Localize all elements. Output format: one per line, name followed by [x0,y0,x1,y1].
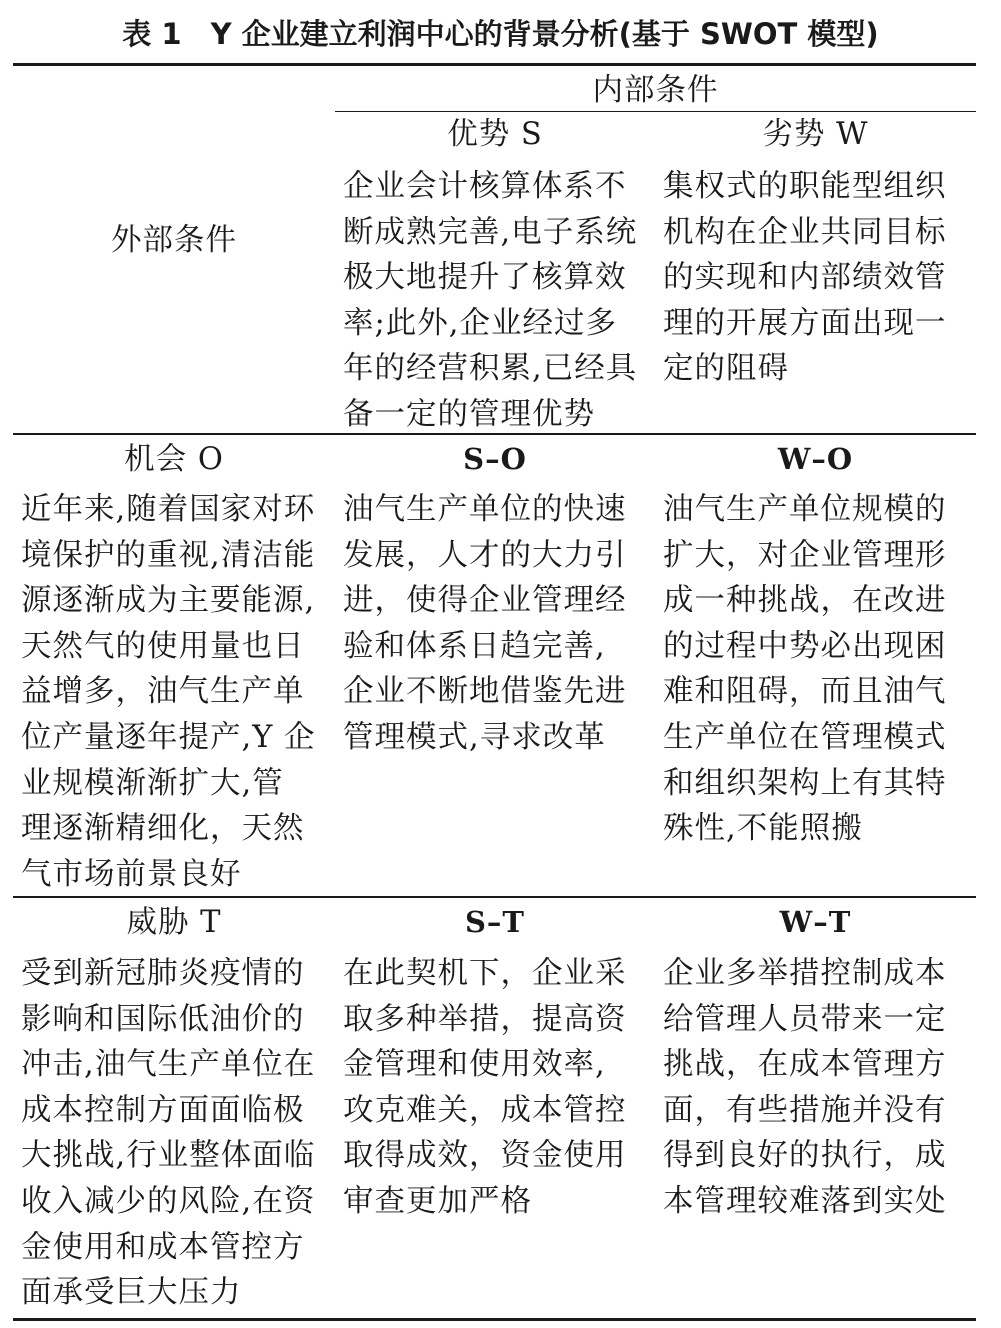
text-line: 位产量逐年提产,Y 企 [21,719,316,755]
text-line: 油气生产单位的快速 [343,492,627,527]
threat-text [21,951,315,1316]
wo-text [663,487,947,852]
strengths-header: 优势 S [447,117,543,152]
text-line: 大挑战,行业整体面临 [21,1138,316,1174]
text-line: 影响和国际低油价的 [21,1001,305,1037]
external-conditions-header: 外部条件 [111,223,237,258]
st-label: S–T [464,905,526,939]
opportunity-label: 机会 O [124,442,224,477]
text-line: 收入减少的风险,在资 [21,1183,316,1219]
wt-text [663,951,947,1225]
text-line: 和组织架构上有其特 [663,765,947,801]
text-line: 面，有些措施并没有 [663,1092,947,1128]
text-line: 天然气的使用量也日 [21,628,305,664]
text-line: 挑战，在成本管理方 [663,1047,947,1083]
top-rule [13,63,976,66]
text-line: 殊性,不能照搬 [663,811,863,847]
text-line: 断成熟完善,电子系统 [343,214,638,250]
text-line: 进，使得企业管理经 [343,583,627,619]
text-line: 扩大，对企业管理形 [663,537,947,573]
text-line: 理逐渐精细化，天然 [21,811,305,847]
text-line: 的过程中势必出现困 [663,628,947,664]
so-text [343,487,627,761]
text-line: 定的阻碍 [663,351,789,387]
text-line: 给管理人员带来一定 [663,1001,947,1037]
strengths-text [343,164,637,438]
text-line: 生产单位在管理模式 [663,719,947,755]
bottom-rule [13,1318,976,1321]
text-line: 企业多举措控制成本 [663,956,947,991]
table-caption: 表 1 Y 企业建立利润中心的背景分析(基于 SWOT 模型) [122,17,879,51]
wt-label: W–T [779,905,852,939]
text-line: 取多种举措，提高资 [343,1001,627,1037]
text-line: 得到良好的执行，成 [663,1138,947,1174]
text-line: 成本控制方面面临极 [21,1092,305,1128]
weaknesses-header: 劣势 W [762,117,869,152]
text-line: 成一种挑战，在改进 [663,583,947,619]
text-line: 本管理较难落到实处 [663,1183,947,1219]
text-line: 源逐渐成为主要能源, [21,583,316,619]
text-line: 业规模渐渐扩大,管 [21,765,284,801]
text-line: 近年来,随着国家对环 [21,492,316,527]
text-line: 管理模式,寻求改革 [343,719,606,755]
text-line: 备一定的管理优势 [343,396,595,432]
text-line: 发展，人才的大力引 [343,537,627,573]
opportunity-text [21,487,316,897]
text-line: 集权式的职能型组织 [663,169,947,204]
text-line: 境保护的重视,清洁能 [21,537,316,573]
text-line: 在此契机下，企业采 [343,956,627,991]
text-line: 受到新冠肺炎疫情的 [21,956,305,991]
text-line: 率;此外,企业经过多 [343,305,617,341]
text-line: 难和阻碍，而且油气 [663,674,947,710]
st-text [343,951,627,1225]
text-line: 验和体系日趋完善, [343,628,606,664]
text-line: 取得成效，资金使用 [343,1138,627,1174]
text-line: 油气生产单位规模的 [663,492,947,527]
weaknesses-text [663,164,947,392]
text-line: 冲击,油气生产单位在 [21,1047,316,1083]
text-line: 益增多，油气生产单 [21,674,305,710]
text-line: 企业不断地借鉴先进 [343,674,627,710]
text-line: 机构在企业共同目标 [663,214,947,250]
text-line: 金管理和使用效率, [343,1047,606,1083]
text-line: 气市场前景良好 [21,856,242,892]
text-line: 攻克难关，成本管控 [343,1092,627,1128]
text-line: 的实现和内部绩效管 [663,260,947,296]
text-line: 审查更加严格 [343,1183,532,1219]
threat-label: 威胁 T [126,905,222,940]
text-line: 金使用和成本管控方 [21,1229,305,1265]
wo-label: W–O [777,442,854,476]
text-line: 企业会计核算体系不 [343,169,627,204]
text-line: 面承受巨大压力 [21,1275,242,1311]
so-label: S–O [463,442,527,476]
text-line: 极大地提升了核算效 [343,260,627,296]
text-line: 年的经营积累,已经具 [343,351,638,387]
text-line: 理的开展方面出现一 [663,305,947,341]
internal-conditions-header: 内部条件 [592,73,719,108]
